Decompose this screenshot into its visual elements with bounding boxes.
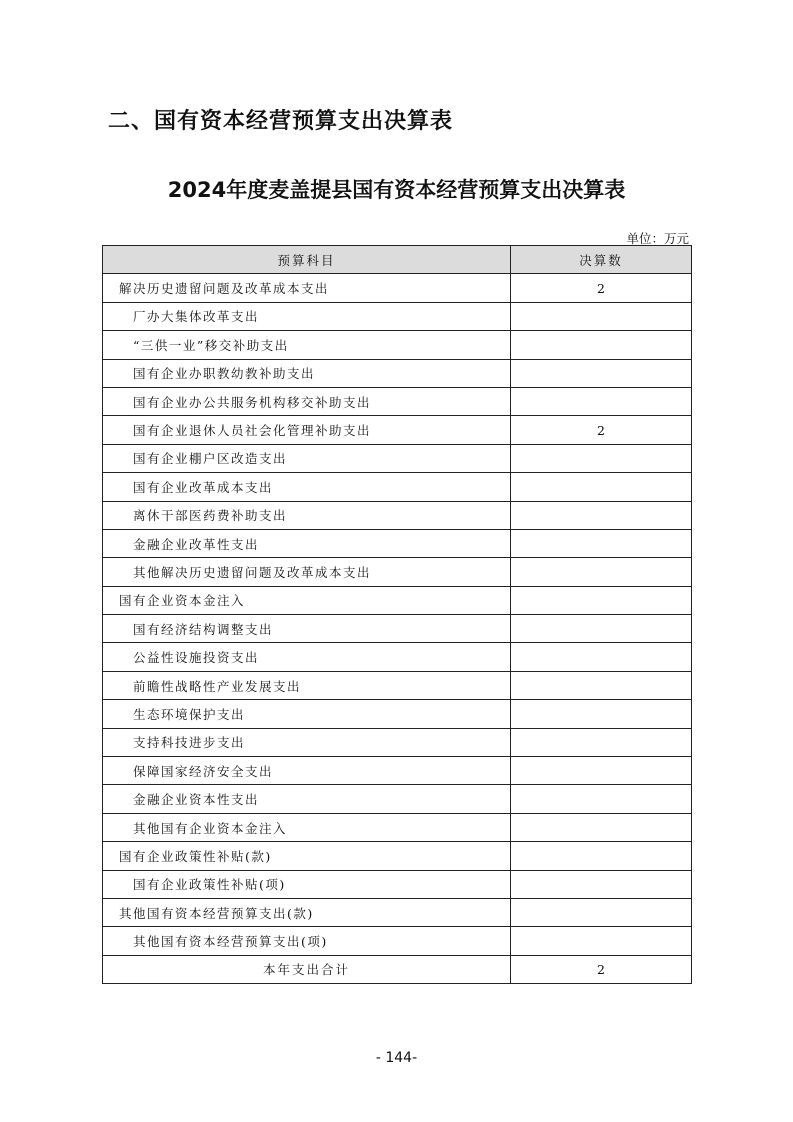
unit-label: 单位：万元 <box>626 231 689 246</box>
table-row <box>103 615 692 643</box>
final-amount-cell: 2 <box>511 274 692 302</box>
budget-subject-cell: 支持科技进步支出 <box>103 728 511 756</box>
budget-subject-cell: 国有企业办公共服务机构移交补助支出 <box>103 387 511 415</box>
budget-subject-cell: 国有经济结构调整支出 <box>103 615 511 643</box>
table-row <box>103 728 692 756</box>
column-header-subject: 预算科目 <box>103 246 511 274</box>
budget-subject-cell: “三供一业”移交补助支出 <box>103 331 511 359</box>
budget-subject-cell: 国有企业政策性补贴(款) <box>103 842 511 870</box>
table-row <box>103 671 692 699</box>
final-amount-cell: 2 <box>511 416 692 444</box>
final-amount-cell <box>511 842 692 870</box>
budget-subject-cell: 国有企业棚户区改造支出 <box>103 444 511 472</box>
total-row <box>103 955 692 983</box>
final-amount-cell <box>511 529 692 557</box>
section-heading: 二、国有资本经营预算支出决算表 <box>108 109 454 134</box>
budget-subject-cell: 其他解决历史遗留问题及改革成本支出 <box>103 558 511 586</box>
table-row <box>103 757 692 785</box>
final-amount-cell <box>511 615 692 643</box>
budget-subject-cell: 金融企业资本性支出 <box>103 785 511 813</box>
final-amount-cell <box>511 643 692 671</box>
budget-subject-cell: 金融企业改革性支出 <box>103 529 511 557</box>
final-amount-cell <box>511 813 692 841</box>
table-title: 2024年度麦盖提县国有资本经营预算支出决算表 <box>167 178 626 202</box>
table-row <box>103 529 692 557</box>
budget-subject-cell: 其他国有资本经营预算支出(项) <box>103 927 511 955</box>
final-amount-cell <box>511 927 692 955</box>
final-amount-cell <box>511 473 692 501</box>
budget-subject-cell: 国有企业改革成本支出 <box>103 473 511 501</box>
final-amount-cell <box>511 302 692 330</box>
table-row <box>103 302 692 330</box>
final-amount-cell <box>511 785 692 813</box>
final-amount-cell <box>511 501 692 529</box>
table-row <box>103 387 692 415</box>
page-number: - 144- <box>375 1050 418 1066</box>
budget-subject-cell: 生态环境保护支出 <box>103 700 511 728</box>
final-amount-cell <box>511 870 692 898</box>
budget-subject-cell: 其他国有资本经营预算支出(款) <box>103 898 511 926</box>
table-row <box>103 785 692 813</box>
table-row <box>103 473 692 501</box>
final-amount-cell <box>511 671 692 699</box>
final-amount-cell <box>511 728 692 756</box>
table-row <box>103 842 692 870</box>
final-amount-cell <box>511 558 692 586</box>
final-amount-cell <box>511 898 692 926</box>
final-amount-cell <box>511 359 692 387</box>
table-row <box>103 331 692 359</box>
table-row <box>103 274 692 302</box>
budget-subject-cell: 国有企业退休人员社会化管理补助支出 <box>103 416 511 444</box>
budget-subject-cell: 国有企业资本金注入 <box>103 586 511 614</box>
table-row <box>103 501 692 529</box>
table-row <box>103 586 692 614</box>
budget-table <box>102 245 692 984</box>
budget-subject-cell: 厂办大集体改革支出 <box>103 302 511 330</box>
final-amount-cell <box>511 700 692 728</box>
table-row <box>103 416 692 444</box>
table-row <box>103 700 692 728</box>
final-amount-cell <box>511 757 692 785</box>
table-row <box>103 558 692 586</box>
table-row <box>103 444 692 472</box>
total-amount-cell: 2 <box>511 955 692 983</box>
table-row <box>103 927 692 955</box>
budget-subject-cell: 公益性设施投资支出 <box>103 643 511 671</box>
table-row <box>103 870 692 898</box>
budget-subject-cell: 离休干部医药费补助支出 <box>103 501 511 529</box>
table-header-row <box>103 246 692 274</box>
final-amount-cell <box>511 387 692 415</box>
budget-subject-cell: 前瞻性战略性产业发展支出 <box>103 671 511 699</box>
budget-subject-cell: 其他国有企业资本金注入 <box>103 813 511 841</box>
budget-subject-cell: 解决历史遗留问题及改革成本支出 <box>103 274 511 302</box>
table-row <box>103 643 692 671</box>
table-body <box>103 274 692 984</box>
budget-subject-cell: 国有企业办职教幼教补助支出 <box>103 359 511 387</box>
final-amount-cell <box>511 331 692 359</box>
table-row <box>103 813 692 841</box>
final-amount-cell <box>511 444 692 472</box>
final-amount-cell <box>511 586 692 614</box>
column-header-amount: 决算数 <box>511 246 692 274</box>
total-label-cell: 本年支出合计 <box>103 955 511 983</box>
table-row <box>103 359 692 387</box>
table-row <box>103 898 692 926</box>
budget-subject-cell: 国有企业政策性补贴(项) <box>103 870 511 898</box>
budget-subject-cell: 保障国家经济安全支出 <box>103 757 511 785</box>
